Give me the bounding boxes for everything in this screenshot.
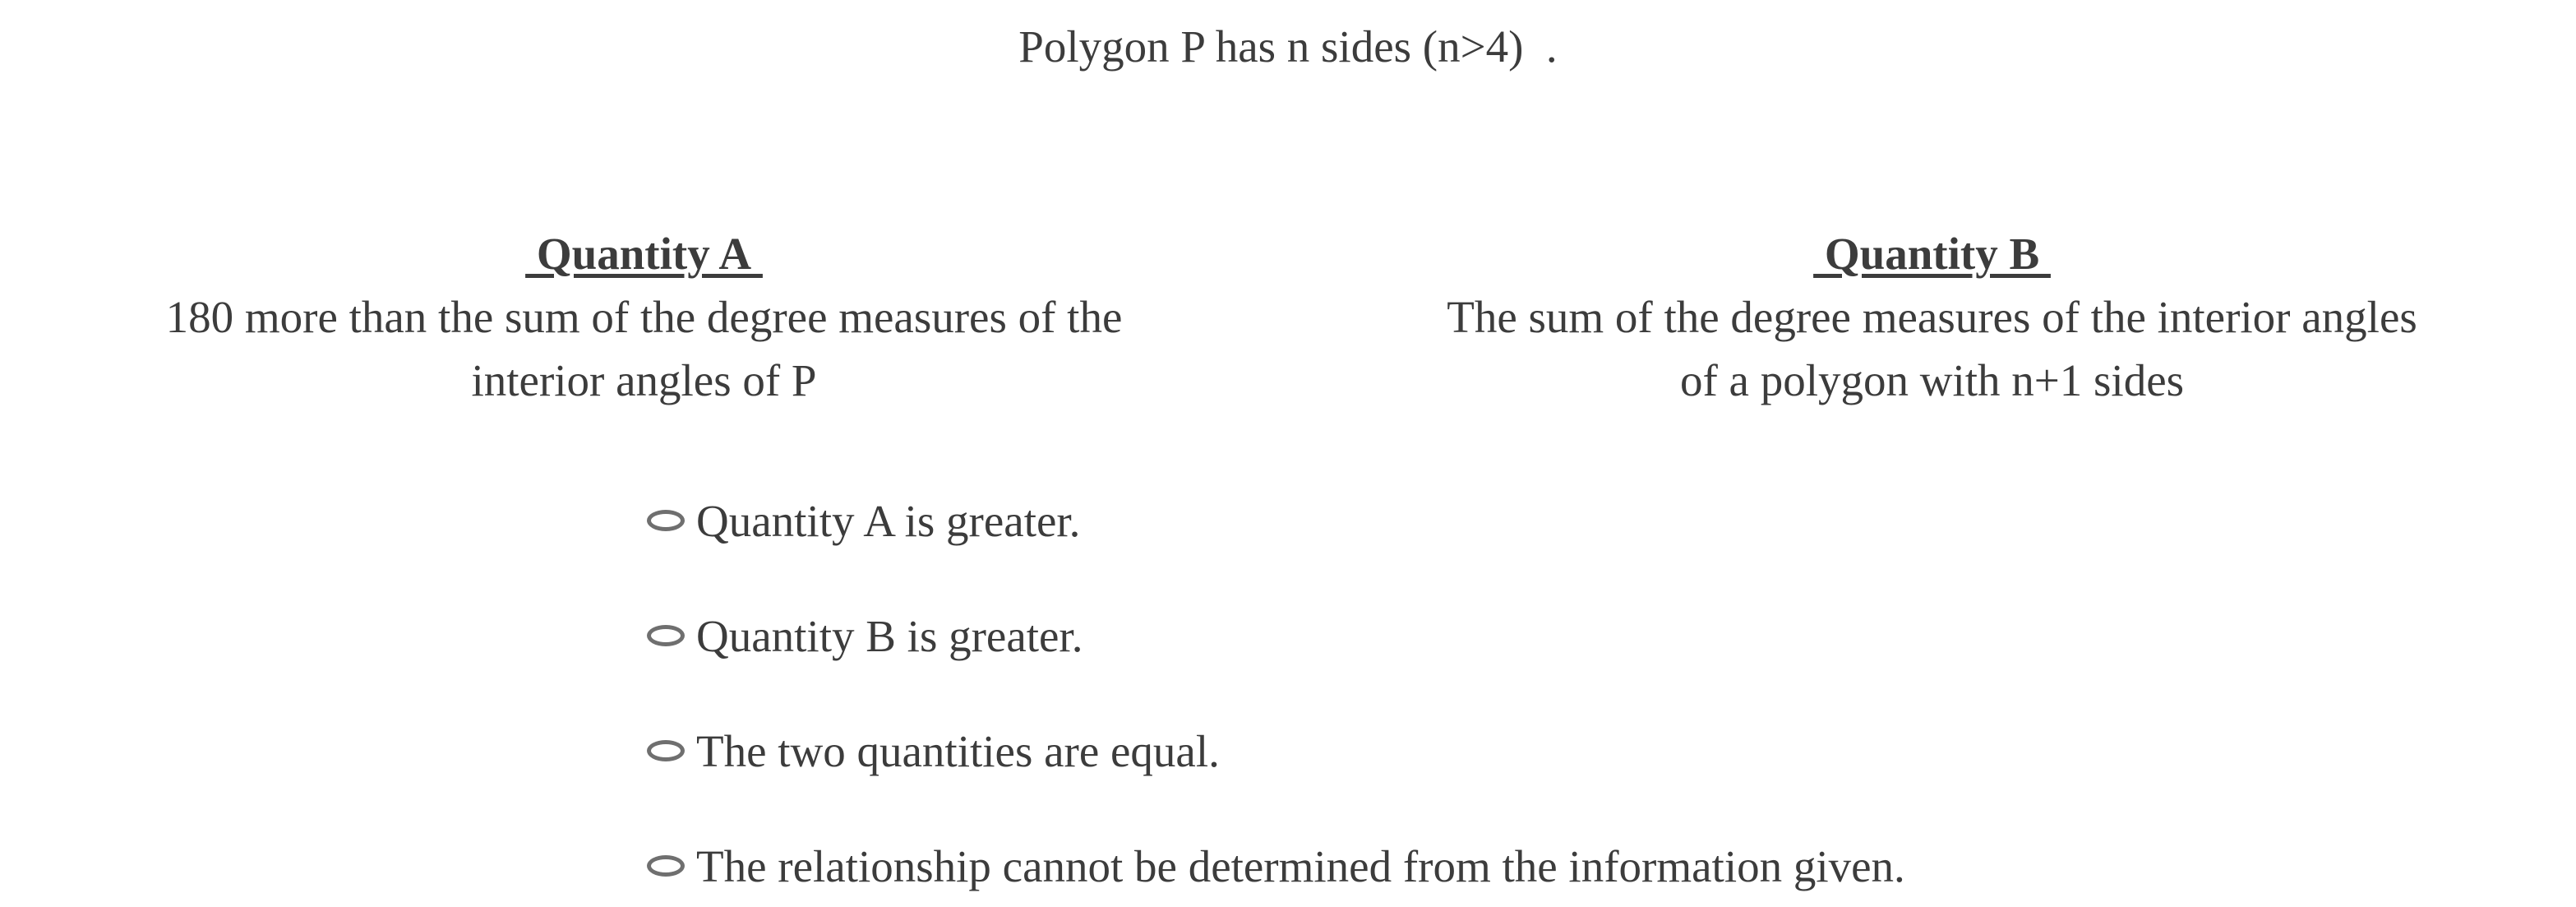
radio-button-icon[interactable] [647,855,685,877]
quantity-b-header [1288,222,2576,285]
answer-options [0,463,2576,907]
quantity-b-column [1288,222,2576,412]
quantity-a-text-line1: 180 more than the sum of the degree measures of the [165,292,1123,342]
option-label[interactable]: The relationship cannot be determined from the information given. [696,840,1905,891]
quantity-b-header-label: Quantity B [1813,229,2051,279]
radio-button-icon[interactable] [647,625,685,646]
radio-button-icon[interactable] [647,510,685,531]
quantity-b-text-line2: of a polygon with n+1 sides [1679,355,2185,405]
option-label[interactable]: Quantity B is greater. [696,610,1083,661]
option-row-quantity-b-greater[interactable] [647,578,2576,693]
quantity-a-header [0,222,1288,285]
quantity-a-text-line2: interior angles of P [471,355,817,405]
quantity-b-text-line1: The sum of the degree measures of the interior angles [1447,292,2417,342]
option-row-quantities-equal[interactable] [647,693,2576,808]
option-label[interactable]: Quantity A is greater. [696,495,1081,546]
option-row-quantity-a-greater[interactable] [647,463,2576,578]
option-row-cannot-be-determined[interactable] [647,808,2576,907]
option-label[interactable]: The two quantities are equal. [696,725,1220,776]
question-prompt: Polygon P has n sides (n>4) . [1018,21,1558,72]
quantity-a-header-label: Quantity A [525,229,763,279]
quantity-comparison [0,222,2576,412]
quantity-a-column [0,222,1288,412]
radio-button-icon[interactable] [647,740,685,761]
